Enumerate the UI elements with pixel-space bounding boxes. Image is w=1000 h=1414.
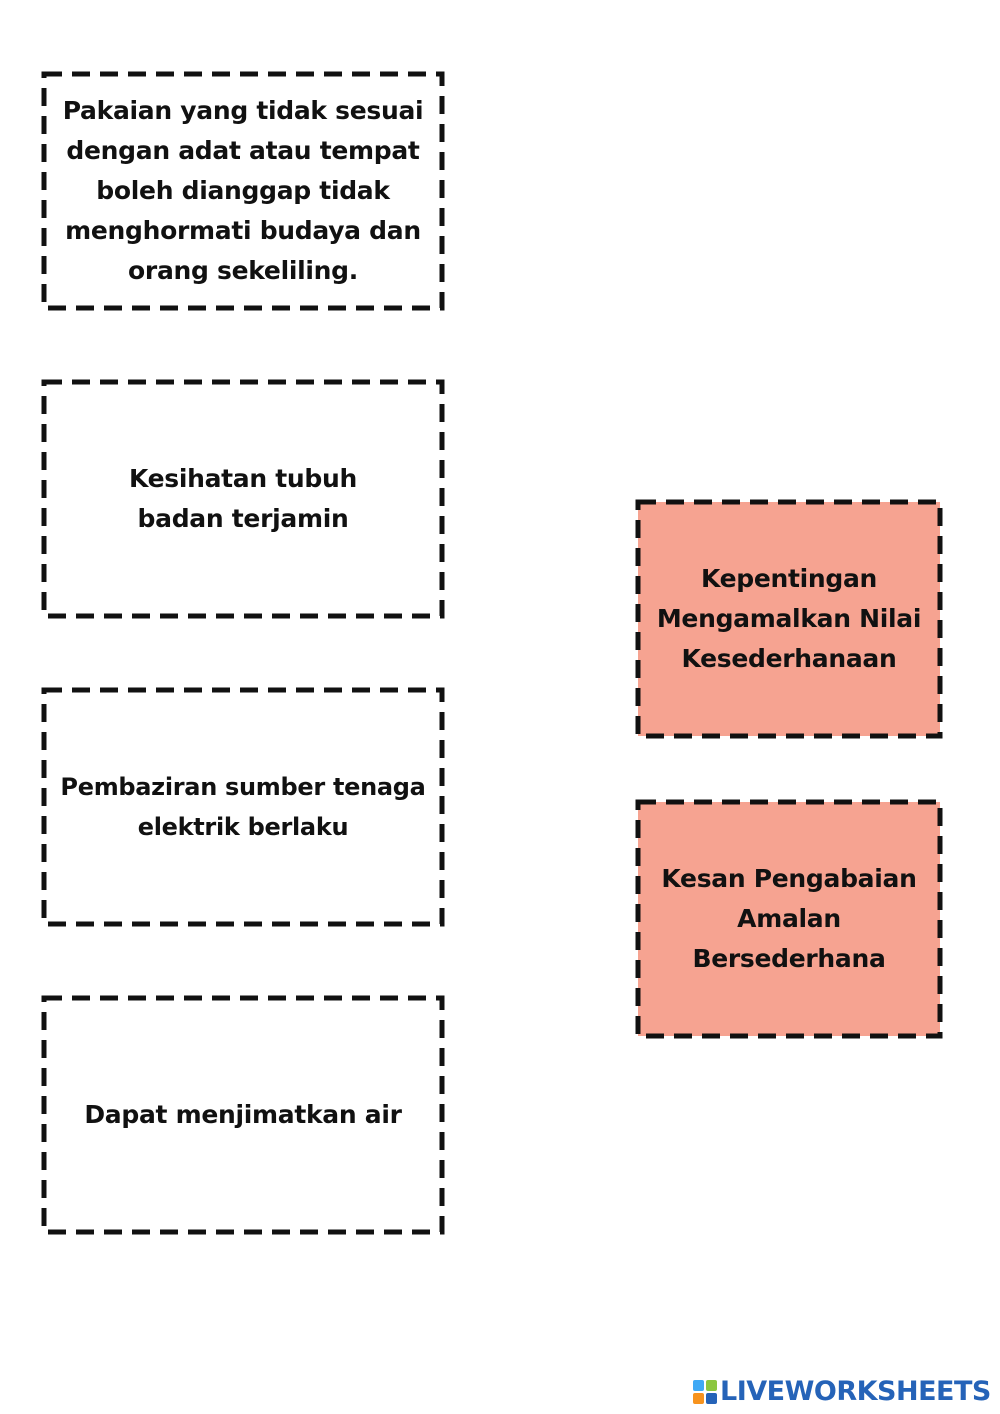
answer-card-pakaian[interactable]: [44, 74, 442, 308]
category-box-kepentingan[interactable]: [638, 502, 940, 736]
answer-card-text: Kesihatan tubuh badan terjamin: [128, 464, 358, 533]
logo-mark-icon: [693, 1380, 717, 1404]
category-title: Kesan Pengabaian Amalan Bersederhana: [661, 864, 917, 973]
answer-card-text: Pembaziran sumber tenaga elektrik berlaku: [60, 773, 426, 841]
brand-text: LIVEWORKSHEETS: [720, 1376, 991, 1407]
liveworksheets-logo: [693, 1376, 991, 1407]
answer-card-text: Pakaian yang tidak sesuai dengan adat atau tempat boleh dianggap tidak menghormati budaya dan orang sekeliling.: [62, 96, 424, 285]
answer-card-text: Dapat menjimatkan air: [84, 1100, 402, 1129]
answer-card-kesihatan[interactable]: [44, 382, 442, 616]
answer-card-air[interactable]: [44, 998, 442, 1232]
answer-card-pembaziran[interactable]: [44, 690, 442, 924]
category-box-kesan[interactable]: [638, 802, 940, 1036]
category-title: Kepentingan Mengamalkan Nilai Kesederhanaan: [656, 564, 922, 673]
